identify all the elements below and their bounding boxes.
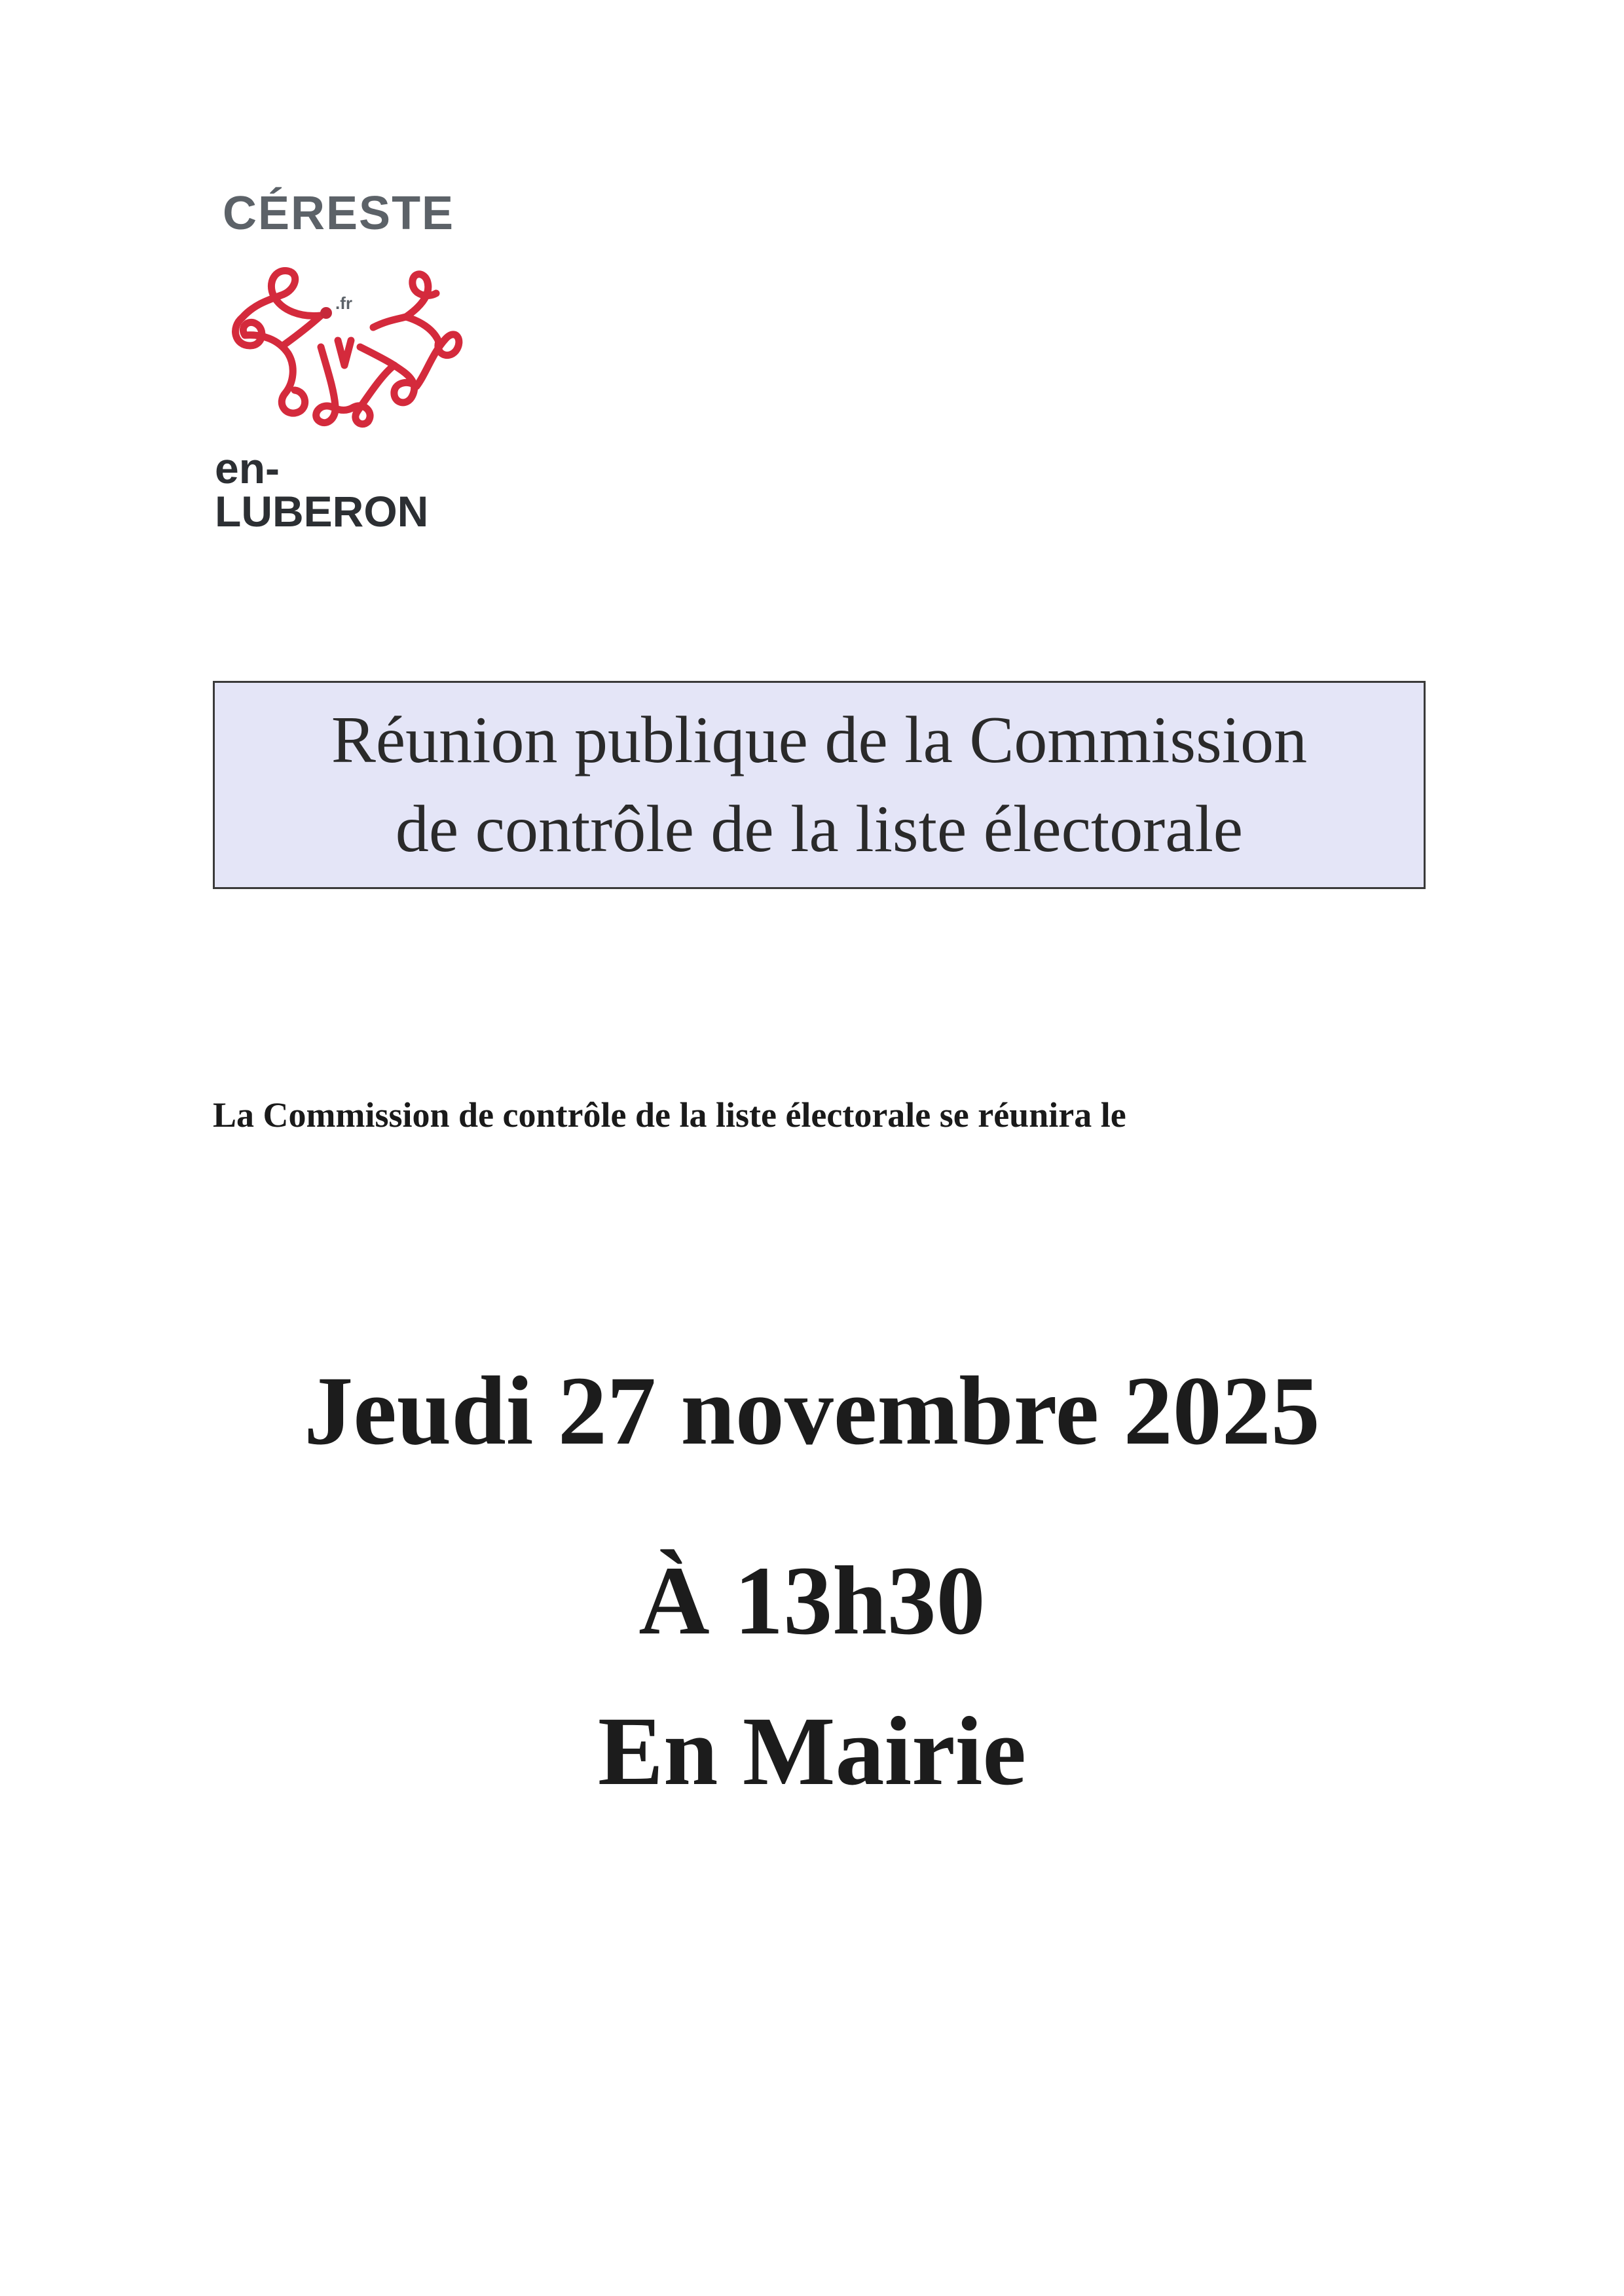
- notice-title-line-1: Réunion publique de la Commission: [331, 703, 1308, 777]
- logo-region-name: en-LUBERON: [215, 444, 429, 536]
- meeting-time: À 13h30: [638, 1546, 986, 1655]
- meeting-date: Jeudi 27 novembre 2025: [304, 1357, 1320, 1465]
- notice-title-box: [213, 681, 1426, 889]
- notice-intro-text: La Commission de contrôle de la liste électorale se réunira le: [213, 1095, 1126, 1135]
- logo-town-name: CÉRESTE: [223, 187, 455, 240]
- meeting-place: En Mairie: [597, 1697, 1027, 1806]
- logo-tld-text: .fr: [335, 293, 352, 313]
- notice-title-line-2: de contrôle de la liste électorale: [395, 792, 1244, 866]
- occitan-cross-logo-icon: [223, 255, 471, 432]
- cereste-logo: [210, 187, 485, 536]
